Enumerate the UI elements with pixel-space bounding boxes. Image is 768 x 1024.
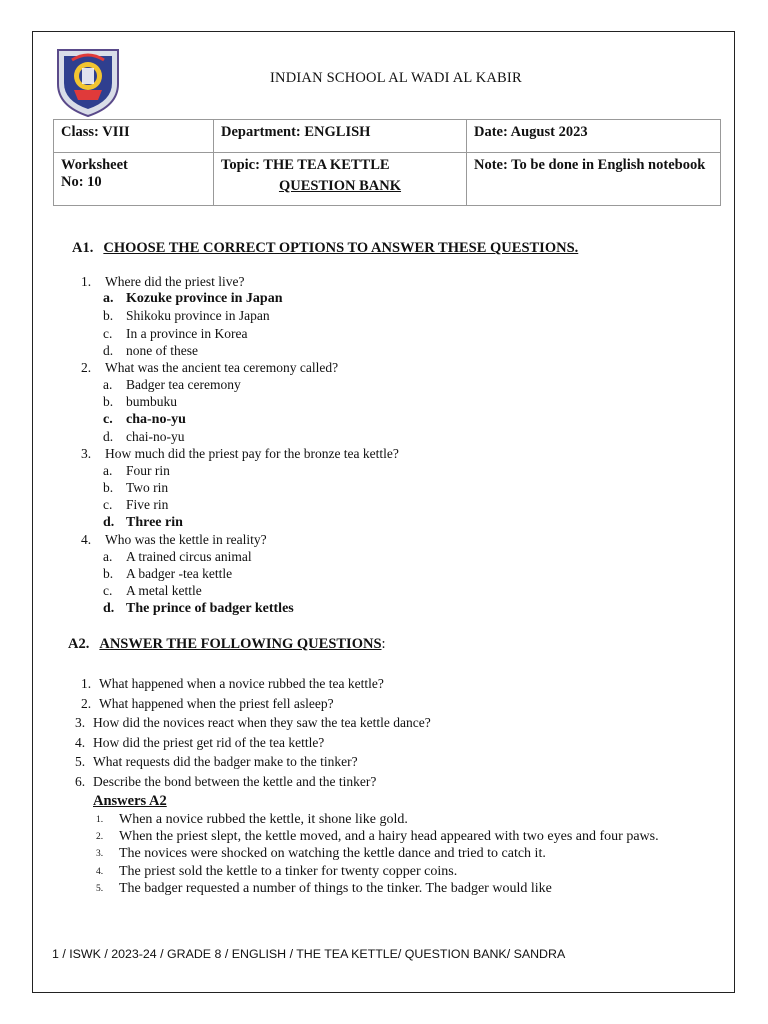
section-a1-title: CHOOSE THE CORRECT OPTIONS TO ANSWER THESE QUESTIONS.	[103, 240, 579, 256]
option-letter: a.	[103, 549, 113, 564]
question-number: 5.	[75, 754, 86, 769]
option-text: Kozuke province in Japan	[126, 291, 283, 307]
question-text: What happened when a novice rubbed the tea kettle?	[99, 676, 384, 691]
question-line	[81, 359, 399, 376]
answer-text: The priest sold the kettle to a tinker for twenty copper coins.	[119, 863, 458, 879]
short-question	[75, 674, 431, 694]
option	[81, 393, 399, 410]
option-letter: c.	[103, 583, 113, 599]
short-question	[75, 713, 431, 733]
question-number: 3.	[75, 715, 86, 730]
option-text: bumbuku	[126, 394, 178, 410]
option	[81, 376, 399, 393]
answers-list	[96, 811, 666, 897]
option-letter: a.	[103, 377, 113, 393]
answer-number: 5.	[96, 883, 104, 894]
section-a2-heading	[68, 636, 386, 653]
option-text: cha-no-yu	[126, 411, 186, 427]
question-number: 6.	[75, 773, 86, 789]
short-answer-question-list	[75, 674, 431, 791]
topic-cell	[214, 153, 467, 206]
answer-text: The badger requested a number of things to the tinker. The badger would like	[119, 880, 552, 896]
class-cell: Class: VIII	[54, 120, 214, 153]
page-footer: 1 / ISWK / 2023-24 / GRADE 8 / ENGLISH / THE TEA KETTLE/ QUESTION BANK/ SANDRA	[52, 947, 566, 961]
mcq-question	[81, 531, 399, 617]
option-letter: d.	[103, 514, 115, 530]
option-text: A badger -tea kettle	[126, 566, 233, 582]
worksheet-cell	[54, 153, 214, 206]
question-text: Who was the kettle in reality?	[105, 531, 267, 547]
department-cell: Department: ENGLISH	[214, 120, 467, 153]
mcq-list	[81, 273, 399, 617]
option-letter: a.	[103, 463, 113, 479]
option-letter: b.	[103, 308, 114, 324]
section-a1-label: A1.	[72, 240, 94, 256]
question-text: How much did the priest pay for the bronze tea kettle?	[105, 445, 399, 461]
section-a2-label: A2.	[68, 636, 90, 652]
worksheet-label: Worksheet	[61, 157, 128, 173]
option-letter: b.	[103, 566, 114, 582]
section-a2-title: ANSWER THE FOLLOWING QUESTIONS	[99, 636, 382, 652]
answer-item	[96, 811, 666, 828]
section-a2-colon: :	[381, 636, 386, 652]
option-letter: d.	[103, 428, 114, 444]
option-text: Four rin	[126, 463, 170, 479]
school-logo	[52, 46, 124, 118]
option-text: The prince of badger kettles	[126, 600, 294, 616]
mcq-question	[81, 359, 399, 445]
mcq-question	[81, 445, 399, 531]
question-text: How did the novices react when they saw the tea kettle dance?	[93, 715, 431, 730]
school-name: INDIAN SCHOOL AL WADI AL KABIR	[270, 70, 522, 86]
answer-text: When the priest slept, the kettle moved, and a hairy head appeared with two eyes and four paws.	[119, 829, 659, 845]
answer-number: 1.	[96, 815, 104, 825]
question-text: Where did the priest live?	[105, 274, 245, 289]
correct-option	[81, 290, 399, 307]
option	[81, 548, 399, 565]
option-text: Three rin	[126, 514, 183, 530]
answer-number: 4.	[96, 866, 104, 877]
answer-item	[96, 828, 666, 845]
question-number: 4.	[81, 531, 92, 547]
option-letter: d.	[103, 600, 115, 616]
option	[81, 565, 399, 582]
answer-number: 2.	[96, 832, 104, 843]
option-letter: c.	[103, 325, 113, 341]
option	[81, 479, 399, 496]
note-cell: Note: To be done in English notebook	[467, 153, 721, 206]
question-text: What was the ancient tea ceremony called?	[105, 359, 339, 375]
worksheet-number: No: 10	[61, 174, 102, 190]
topic-subtitle: QUESTION BANK	[278, 178, 402, 194]
question-text: What happened when the priest fell asleep?	[99, 695, 334, 711]
question-text: How did the priest get rid of the tea kettle?	[93, 734, 325, 750]
question-number: 1.	[81, 274, 92, 289]
question-number: 3.	[81, 445, 92, 461]
correct-option	[81, 600, 399, 617]
question-line	[81, 445, 399, 462]
option	[81, 462, 399, 479]
option-letter: a.	[103, 291, 114, 307]
answer-item	[96, 845, 666, 862]
option-letter: b.	[103, 480, 114, 496]
option-text: none of these	[126, 342, 198, 358]
option	[81, 307, 399, 324]
answer-item	[96, 863, 666, 880]
option-text: Shikoku province in Japan	[126, 308, 270, 324]
option-letter: c.	[103, 411, 113, 427]
question-line	[81, 273, 399, 290]
option-letter: d.	[103, 342, 114, 358]
option-text: Badger tea ceremony	[126, 377, 241, 393]
short-question	[75, 733, 431, 753]
short-question	[75, 694, 431, 714]
question-number: 2.	[81, 695, 92, 711]
answers-a2-title: Answers A2	[93, 793, 167, 809]
option-text: chai-no-yu	[126, 428, 185, 444]
correct-option	[81, 514, 399, 531]
answer-text: When a novice rubbed the kettle, it shone like gold.	[119, 812, 408, 827]
date-cell: Date: August 2023	[467, 120, 721, 153]
option	[81, 582, 399, 599]
short-question	[75, 772, 431, 792]
option-letter: b.	[103, 394, 114, 410]
option	[81, 428, 399, 445]
option-letter: c.	[103, 497, 113, 513]
option	[81, 325, 399, 342]
option-text: In a province in Korea	[126, 325, 248, 341]
option-text: A trained circus animal	[126, 549, 252, 564]
answer-number: 3.	[96, 849, 104, 860]
option-text: Two rin	[126, 480, 169, 496]
answer-item	[96, 880, 666, 897]
short-question	[75, 752, 431, 772]
option-text: A metal kettle	[126, 583, 202, 599]
option-text: Five rin	[126, 497, 169, 513]
correct-option	[81, 411, 399, 428]
question-number: 2.	[81, 359, 92, 375]
mcq-question	[81, 273, 399, 359]
topic-title: Topic: THE TEA KETTLE	[221, 157, 390, 173]
option	[81, 342, 399, 359]
option	[81, 496, 399, 513]
question-text: Describe the bond between the kettle and the tinker?	[93, 773, 377, 789]
question-number: 1.	[81, 676, 92, 691]
section-a1-heading	[72, 240, 578, 257]
question-line	[81, 531, 399, 548]
worksheet-info-table	[53, 119, 721, 206]
answer-text: The novices were shocked on watching the kettle dance and tried to catch it.	[119, 846, 546, 862]
question-number: 4.	[75, 734, 86, 750]
question-text: What requests did the badger make to the tinker?	[93, 754, 358, 769]
